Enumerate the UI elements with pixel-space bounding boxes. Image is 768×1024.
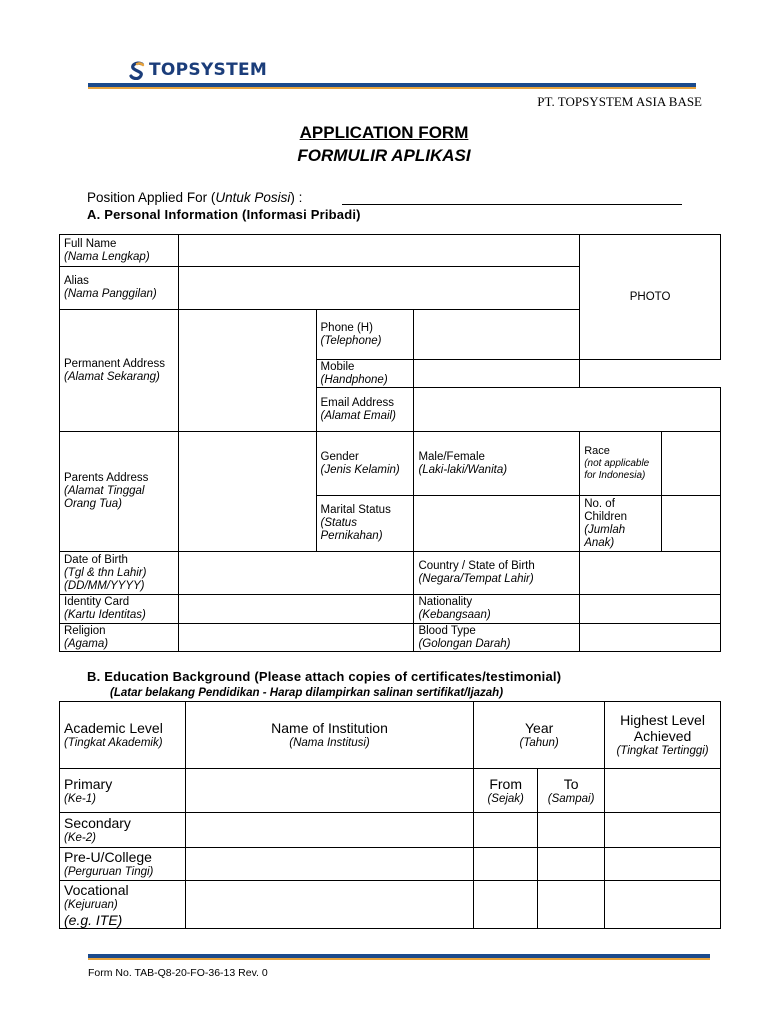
highest-level-header: Highest Level Achieved (Tingkat Tertinggi) bbox=[605, 702, 721, 769]
mobile-field[interactable] bbox=[414, 360, 580, 388]
company-name: PT. TOPSYSTEM ASIA BASE bbox=[537, 94, 702, 109]
religion-field[interactable] bbox=[178, 624, 414, 652]
alias-label: Alias (Nama Panggilan) bbox=[60, 267, 179, 310]
full-name-label: Full Name (Nama Lengkap) bbox=[60, 235, 179, 267]
college-highest-field[interactable] bbox=[605, 848, 721, 881]
year-to-label[interactable]: To (Sampai) bbox=[538, 769, 605, 813]
topsystem-logo-icon bbox=[128, 60, 148, 80]
parents-address-field[interactable] bbox=[178, 432, 316, 552]
dob-field[interactable] bbox=[178, 552, 414, 595]
permanent-address-label: Permanent Address (Alamat Sekarang) bbox=[60, 310, 179, 432]
secondary-highest-field[interactable] bbox=[605, 813, 721, 848]
race-field[interactable] bbox=[662, 432, 721, 496]
position-applied-field[interactable] bbox=[342, 204, 682, 205]
company-logo bbox=[128, 58, 267, 82]
gender-label: Gender (Jenis Kelamin) bbox=[316, 432, 414, 496]
phone-label: Phone (H) (Telephone) bbox=[316, 310, 414, 360]
vocational-from-field[interactable] bbox=[474, 881, 538, 929]
identity-card-label: Identity Card (Kartu Identitas) bbox=[60, 595, 179, 624]
marital-status-field[interactable] bbox=[414, 496, 580, 552]
parents-address-label: Parents Address (Alamat Tinggal Orang Tua) bbox=[60, 432, 179, 552]
college-to-field[interactable] bbox=[538, 848, 605, 881]
position-applied-label: Position Applied For (Untuk Posisi) : bbox=[87, 190, 303, 205]
secondary-institution-field[interactable] bbox=[185, 813, 473, 848]
identity-card-field[interactable] bbox=[178, 595, 414, 624]
academic-level-header: Academic Level (Tingkat Akademik) bbox=[60, 702, 186, 769]
section-b-subheading: (Latar belakang Pendidikan - Harap dilampirkan salinan sertifikat/Ijazah) bbox=[110, 687, 504, 699]
secondary-from-field[interactable] bbox=[474, 813, 538, 848]
full-name-field[interactable] bbox=[178, 235, 579, 267]
footer-bar-gold bbox=[88, 958, 710, 960]
year-from-label[interactable]: From (Sejak) bbox=[474, 769, 538, 813]
education-table bbox=[59, 701, 721, 929]
year-header: Year (Tahun) bbox=[474, 702, 605, 769]
logo-text: TOPSYSTEM bbox=[149, 60, 268, 80]
section-a-heading: A. Personal Information (Informasi Pribadi) bbox=[87, 207, 361, 222]
form-title: APPLICATION FORM bbox=[299, 123, 469, 142]
form-number: Form No. TAB-Q8-20-FO-36-13 Rev. 0 bbox=[88, 967, 268, 979]
nationality-field[interactable] bbox=[580, 595, 721, 624]
alias-field[interactable] bbox=[178, 267, 579, 310]
secondary-level-label: Secondary (Ke-2) bbox=[60, 813, 186, 848]
secondary-to-field[interactable] bbox=[538, 813, 605, 848]
phone-field[interactable] bbox=[414, 310, 580, 360]
children-field[interactable] bbox=[662, 496, 721, 552]
vocational-highest-field[interactable] bbox=[605, 881, 721, 929]
photo-box[interactable]: PHOTO bbox=[580, 235, 721, 360]
vocational-to-field[interactable] bbox=[538, 881, 605, 929]
email-field[interactable] bbox=[414, 388, 721, 432]
nationality-label: Nationality (Kebangsaan) bbox=[414, 595, 580, 624]
header-bar-gold bbox=[88, 87, 696, 89]
primary-highest-field[interactable] bbox=[605, 769, 721, 813]
college-institution-field[interactable] bbox=[185, 848, 473, 881]
institution-header: Name of Institution (Nama Institusi) bbox=[185, 702, 473, 769]
vocational-level-label: Vocational (Kejuruan) (e.g. ITE) bbox=[60, 881, 186, 929]
blood-type-field[interactable] bbox=[580, 624, 721, 652]
country-of-birth-field[interactable] bbox=[580, 552, 721, 595]
blood-type-label: Blood Type (Golongan Darah) bbox=[414, 624, 580, 652]
primary-level-label: Primary (Ke-1) bbox=[60, 769, 186, 813]
dob-label: Date of Birth (Tgl & thn Lahir) (DD/MM/YYYY) bbox=[60, 552, 179, 595]
religion-label: Religion (Agama) bbox=[60, 624, 179, 652]
form-title-id: FORMULIR APLIKASI bbox=[297, 146, 471, 165]
vocational-institution-field[interactable] bbox=[185, 881, 473, 929]
college-level-label: Pre-U/College (Perguruan Tingi) bbox=[60, 848, 186, 881]
gender-field[interactable]: Male/Female (Laki-laki/Wanita) bbox=[414, 432, 580, 496]
section-b-heading: B. Education Background (Please attach copies of certificates/testimonial) bbox=[87, 669, 562, 684]
college-from-field[interactable] bbox=[474, 848, 538, 881]
mobile-label: Mobile (Handphone) bbox=[316, 360, 414, 388]
email-label: Email Address (Alamat Email) bbox=[316, 388, 414, 432]
permanent-address-field[interactable] bbox=[178, 310, 316, 432]
personal-info-table bbox=[59, 234, 721, 652]
primary-institution-field[interactable] bbox=[185, 769, 473, 813]
marital-status-label: Marital Status (Status Pernikahan) bbox=[316, 496, 414, 552]
children-label: No. of Children (Jumlah Anak) bbox=[580, 496, 662, 552]
race-label: Race (not applicable for Indonesia) bbox=[580, 432, 662, 496]
country-of-birth-label: Country / State of Birth (Negara/Tempat Lahir) bbox=[414, 552, 580, 595]
